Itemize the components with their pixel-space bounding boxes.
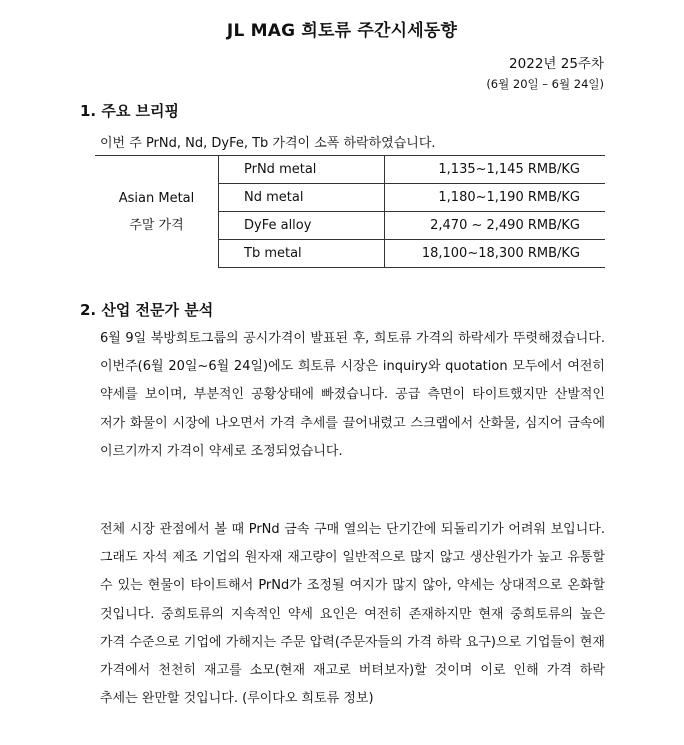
- table-row: [95, 156, 605, 184]
- report-week: 2022년 25주차: [509, 56, 604, 72]
- price-table: [95, 155, 605, 268]
- metal-name: Nd metal: [219, 184, 385, 212]
- analysis-paragraph-2: 전체 시장 관점에서 볼 때 PrNd 금속 구매 열의는 단기간에 되돌리기가 어려워 보입니다. 그래도 자석 제조 기업의 원자재 재고량이 일반적으로 많지 않고 생산원가가 높고 유통할 수 있는 현물이 타이트해서 PrNd가 조정될 여지가 많지 않아, 약세는 상대적으로 온화할 것입니다. 중희토류의 지속적인 약세 요인은 여전히 존재하지만 현재 중희토류의 높은 가격 수준으로 기업에 가해지는 주문 압력(주문자들의 가격 하락 요구)으로 기업들이 현재 가격에서 천천히 재고를 소모(현재 재고로 버텨보자)할 것이며 이로 인해 가격 하락 추세는 완만할 것입니다. (루이다오 희토류 정보): [100, 522, 605, 707]
- document-title: JL MAG 희토류 주간시세동향: [226, 21, 458, 41]
- price-group-source: Asian Metal: [118, 190, 195, 206]
- metal-name: Tb metal: [219, 240, 385, 268]
- analysis-paragraph-1: 6월 9일 북방희토그룹의 공시가격이 발표된 후, 희토류 가격의 하락세가 뚜렷해졌습니다. 이번주(6월 20일~6월 24일)에도 희토류 시장은 inquiry와 quotation 모두에서 여전히 약세를 보이며, 부분적인 공황상태에 빠졌습니다. 공급 측면이 타이트했지만 산발적인 저가 화물이 시장에 나오면서 가격 추세를 끌어내렸고 스크랩에서 산화물, 심지어 금속에 이르기까지 가격이 약세로 조정되었습니다.: [100, 331, 605, 459]
- metal-name: PrNd metal: [219, 156, 385, 184]
- report-date-range: (6월 20일 – 6월 24일): [486, 77, 604, 91]
- price-group-label: [95, 156, 219, 268]
- metal-price: 18,100~18,300 RMB/KG: [385, 240, 606, 268]
- briefing-summary: 이번 주 PrNd, Nd, DyFe, Tb 가격이 소폭 하락하였습니다.: [100, 136, 436, 151]
- price-group-period: 주말 가격: [129, 217, 184, 233]
- metal-price: 2,470 ~ 2,490 RMB/KG: [385, 212, 606, 240]
- section-heading-briefing: 1. 주요 브리핑: [80, 102, 180, 120]
- metal-price: 1,135~1,145 RMB/KG: [385, 156, 606, 184]
- metal-name: DyFe alloy: [219, 212, 385, 240]
- metal-price: 1,180~1,190 RMB/KG: [385, 184, 606, 212]
- section-heading-analysis: 2. 산업 전문가 분석: [80, 301, 214, 319]
